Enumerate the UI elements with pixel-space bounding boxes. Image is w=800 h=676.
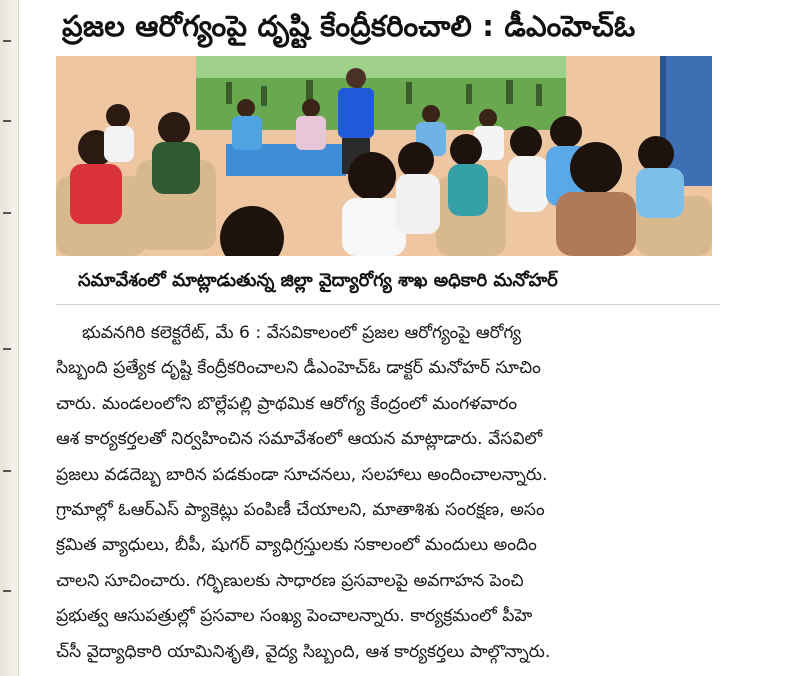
body-line: గ్రామాల్లో ఓఆర్ఎస్ ప్యాకెట్లు పంపిణీ చేయాలని, మాతాశిశు సంరక్షణ, అసం bbox=[56, 499, 545, 520]
adjacent-column-edge bbox=[0, 0, 19, 676]
body-line: భువనగిరి కలెక్టరేట్, మే 6 : వేసవికాలంలో ప్రజల ఆరోగ్యంపై ఆరోగ్య bbox=[82, 323, 522, 343]
body-line: ప్రభుత్వ ఆసుపత్రుల్లో ప్రసవాల సంఖ్య పెంచాలన్నారు. కార్యక్రమంలో పీహె bbox=[56, 606, 533, 627]
body-line: చాలని సూచించారు. గర్భిణులకు సాధారణ ప్రసవాలపై అవగాహన పెంచి bbox=[56, 570, 524, 591]
body-line: క్రమిత వ్యాధులు, బీపీ, షుగర్ వ్యాధిగ్రస్తులకు సకాలంలో మందులు అందిం bbox=[56, 535, 537, 556]
body-line: ప్రజలు వడదెబ్బ బారిన పడకుండా సూచనలు, సలహాలు అందించాలన్నారు. bbox=[56, 464, 548, 485]
photo-caption: సమావేశంలో మాట్లాడుతున్న జిల్లా వైద్యారోగ్య శాఖ అధికారి మనోహర్ bbox=[78, 270, 558, 291]
article-headline: ప్రజల ఆరోగ్యంపై దృష్టి కేంద్రీకరించాలి : డీఎంహెచ్ఓ bbox=[62, 9, 636, 43]
article-photo bbox=[56, 56, 712, 256]
article-body bbox=[56, 316, 720, 670]
caption-divider bbox=[56, 304, 720, 305]
body-line: సిబ్బంది ప్రత్యేక దృష్టి కేంద్రీకరించాలని డీఎంహెచ్ఓ డాక్టర్ మనోహర్ సూచిం bbox=[56, 358, 541, 379]
body-line: చారు. మండలంలోని బొల్లేపల్లి ప్రాథమిక ఆరోగ్య కేంద్రంలో మంగళవారం bbox=[56, 393, 518, 414]
body-line: ఆశ కార్యకర్తలతో నిర్వహించిన సమావేశంలో ఆయన మాట్లాడారు. వేసవిలో bbox=[56, 429, 543, 450]
body-line: చ్‌సీ వైద్యాధికారి యామినిశృతి, వైద్య సిబ్బంది, ఆశ కార్యకర్తలు పాల్గొన్నారు. bbox=[56, 641, 551, 662]
